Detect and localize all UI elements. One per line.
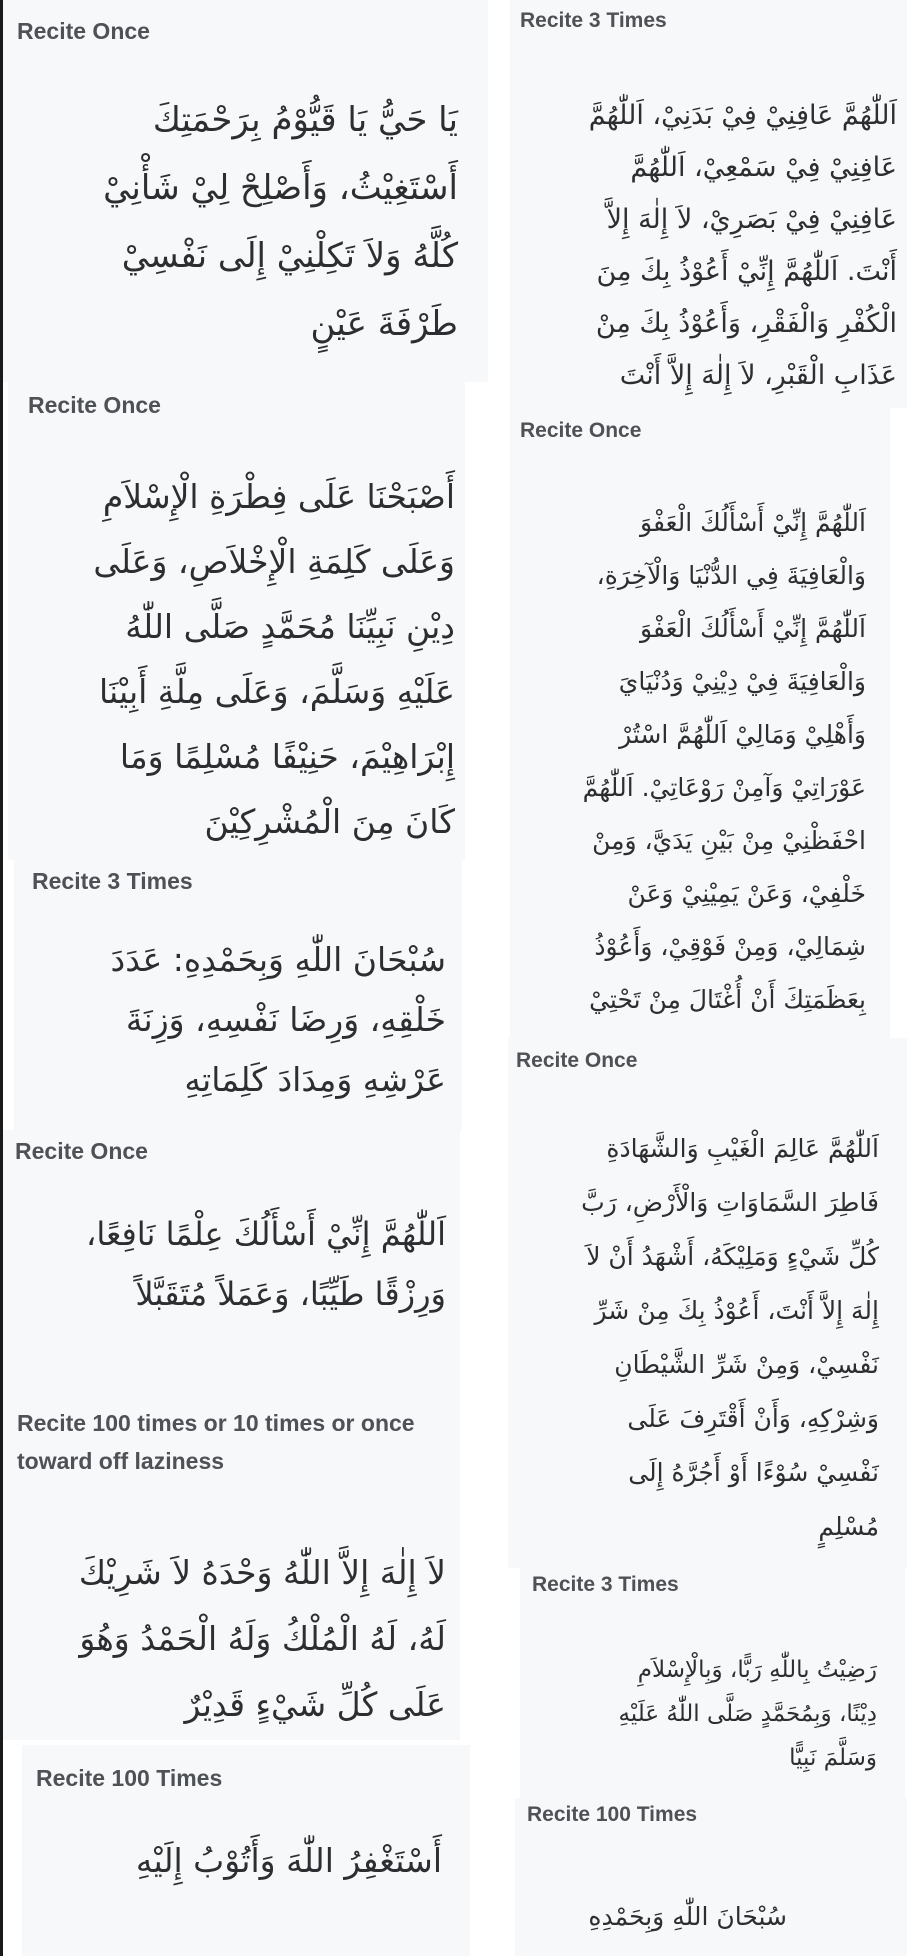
dua-text: اَللّٰهُمَّ إِنِّيْ أَسْأَلُكَ عِلْمًا نَافِعًا، وَرِزْقًا طَيِّبًا، وَعَمَلاً مُتَقَبَّلاً xyxy=(85,1215,446,1313)
dua-card[interactable] xyxy=(14,860,462,1130)
recite-count-label: Recite 3 Times xyxy=(520,9,667,32)
dua-text: سُبْحَانَ اللّٰهِ وَبِحَمْدِهِ: عَدَدَ خَلْقِهِ، وَرِضَا نَفْسِهِ، وَزِنَةَ عَرْشِهِ وَمِدَادَ كَلِمَاتِهِ xyxy=(110,940,446,1099)
recite-count-label: Recite 100 Times xyxy=(527,1803,698,1826)
dua-text: اَللّٰهُمَّ إِنِّيْ أَسْأَلُكَ الْعَفْوَ وَالْعَافِيَةَ فِي الدُّنْيَا وَالْآخِرَةِ، اَللّٰهُمَّ إِنِّيْ أَسْأَلُكَ الْعَفْوَ وَالْعَافِيَةَ فِيْ دِيْنِيْ وَدُنْيَايَ وَأَهْلِيْ وَمَالِيْ اَللّٰهُمَّ اسْتُرْ عَوْرَاتِيْ وَآمِنْ رَوْعَاتِيْ. اَللّٰهُمَّ احْفَظْنِيْ مِنْ بَيْنِ يَدَيَّ، وَمِنْ خَلْفِيْ، وَعَنْ يَمِيْنِيْ وَعَنْ شِمَالِيْ، وَمِنْ فَوْقِيْ، وَأَعُوْذُ بِعَظَمَتِكَ أَنْ أُغْتَالَ مِنْ تَحْتِيْ xyxy=(582,508,866,1014)
recite-count-label: Recite Once xyxy=(28,392,161,418)
dua-card[interactable] xyxy=(22,1745,470,1956)
dua-card[interactable] xyxy=(3,1390,460,1740)
dua-text: أَصْبَحْنَا عَلَى فِطْرَةِ الْإِسْلاَمِ وَعَلَى كَلِمَةِ الْإِخْلاَصِ، وَعَلَى دِيْنِ نَبِيِّنَا مُحَمَّدٍ صَلَّى اللّٰهُ عَلَيْهِ وَسَلَّمَ، وَعَلَى مِلَّةِ أَبِيْنَا إِبْرَاهِيْمَ، حَنِيْفًا مُسْلِمًا وَمَا كَانَ مِنَ الْمُشْرِكِيْنَ xyxy=(93,477,455,841)
recite-count-label: Recite 3 Times xyxy=(32,868,193,894)
recite-count-label: Recite Once xyxy=(17,18,150,44)
dua-card[interactable] xyxy=(3,1130,460,1390)
dua-card[interactable] xyxy=(510,408,890,1038)
recite-count-label: Recite Once xyxy=(15,1138,148,1164)
dua-card[interactable] xyxy=(3,0,488,382)
dua-text: سُبْحَانَ اللّٰهِ وَبِحَمْدِهِ xyxy=(588,1902,787,1931)
dua-text: اَللّٰهُمَّ عَالِمَ الْغَيْبِ وَالشَّهَادَةِ فَاطِرَ السَّمَاوَاتِ وَالْأَرْضِ، رَبَّ كُلِّ شَيْءٍ وَمَلِيْكَهُ، أَشْهَدُ أَنْ لاَ إِلٰهَ إِلاَّ أَنْتَ، أَعُوْذُ بِكَ مِنْ شَرِّ نَفْسِيْ، وَمِنْ شَرِّ الشَّيْطَانِ وَشِرْكِهِ، وَأَنْ أَقْتَرِفَ عَلَى نَفْسِيْ سُوْءًا أَوْ أَجُرَّهُ إِلَى مُسْلِمٍ xyxy=(581,1134,879,1541)
dua-card[interactable] xyxy=(8,382,465,860)
dua-text: أَسْتَغْفِرُ اللّٰهَ وَأَتُوْبُ إِلَيْهِ xyxy=(135,1841,442,1880)
dua-card[interactable] xyxy=(508,1038,907,1568)
dua-text: لاَ إِلٰهَ إِلاَّ اللّٰهُ وَحْدَهُ لاَ شَرِيْكَ لَهُ، لَهُ الْمُلْكُ وَلَهُ الْحَمْدُ وَهُوَ عَلَى كُلِّ شَيْءٍ قَدِيْرٌ xyxy=(78,1553,446,1724)
dua-text: اَللّٰهُمَّ عَافِنِيْ فِيْ بَدَنِيْ، اَللّٰهُمَّ عَافِنِيْ فِيْ سَمْعِيْ، اَللّٰهُمَّ عَافِنِيْ فِيْ بَصَرِيْ، لاَ إِلٰهَ إِلاَّ أَنْتَ. اَللّٰهُمَّ إِنِّيْ أَعُوْذُ بِكَ مِنَ الْكُفْرِ وَالْفَقْرِ، وَأَعُوْذُ بِكَ مِنْ عَذَابِ الْقَبْرِ، لاَ إِلٰهَ إِلاَّ أَنْتَ xyxy=(588,100,897,391)
dua-text: يَا حَيُّ يَا قَيُّوْمُ بِرَحْمَتِكَ أَسْتَغِيْثُ، وَأَصْلِحْ لِيْ شَأْنِيْ كُلَّهُ وَلاَ تَكِلْنِيْ إِلَى نَفْسِيْ طَرْفَةَ عَيْنٍ xyxy=(103,100,458,344)
recite-count-label: Recite Once xyxy=(516,1049,638,1072)
dua-text: رَضِيْتُ بِاللّٰهِ رَبًّا، وَبِالْإِسْلاَمِ دِيْنًا، وَبِمُحَمَّدٍ صَلَّى اللّٰهُ عَلَيْهِ وَسَلَّمَ نَبِيًّا xyxy=(618,1657,877,1771)
dua-card[interactable] xyxy=(515,1798,907,1956)
recite-count-label: Recite 3 Times xyxy=(532,1573,679,1596)
dua-card[interactable] xyxy=(510,0,907,408)
dua-card[interactable] xyxy=(520,1568,905,1798)
recite-count-label: Recite Once xyxy=(520,419,642,442)
recite-count-label: Recite 100 Times xyxy=(36,1765,223,1791)
recite-count-label: Recite 100 times or 10 times or once toward off laziness xyxy=(17,1410,415,1474)
